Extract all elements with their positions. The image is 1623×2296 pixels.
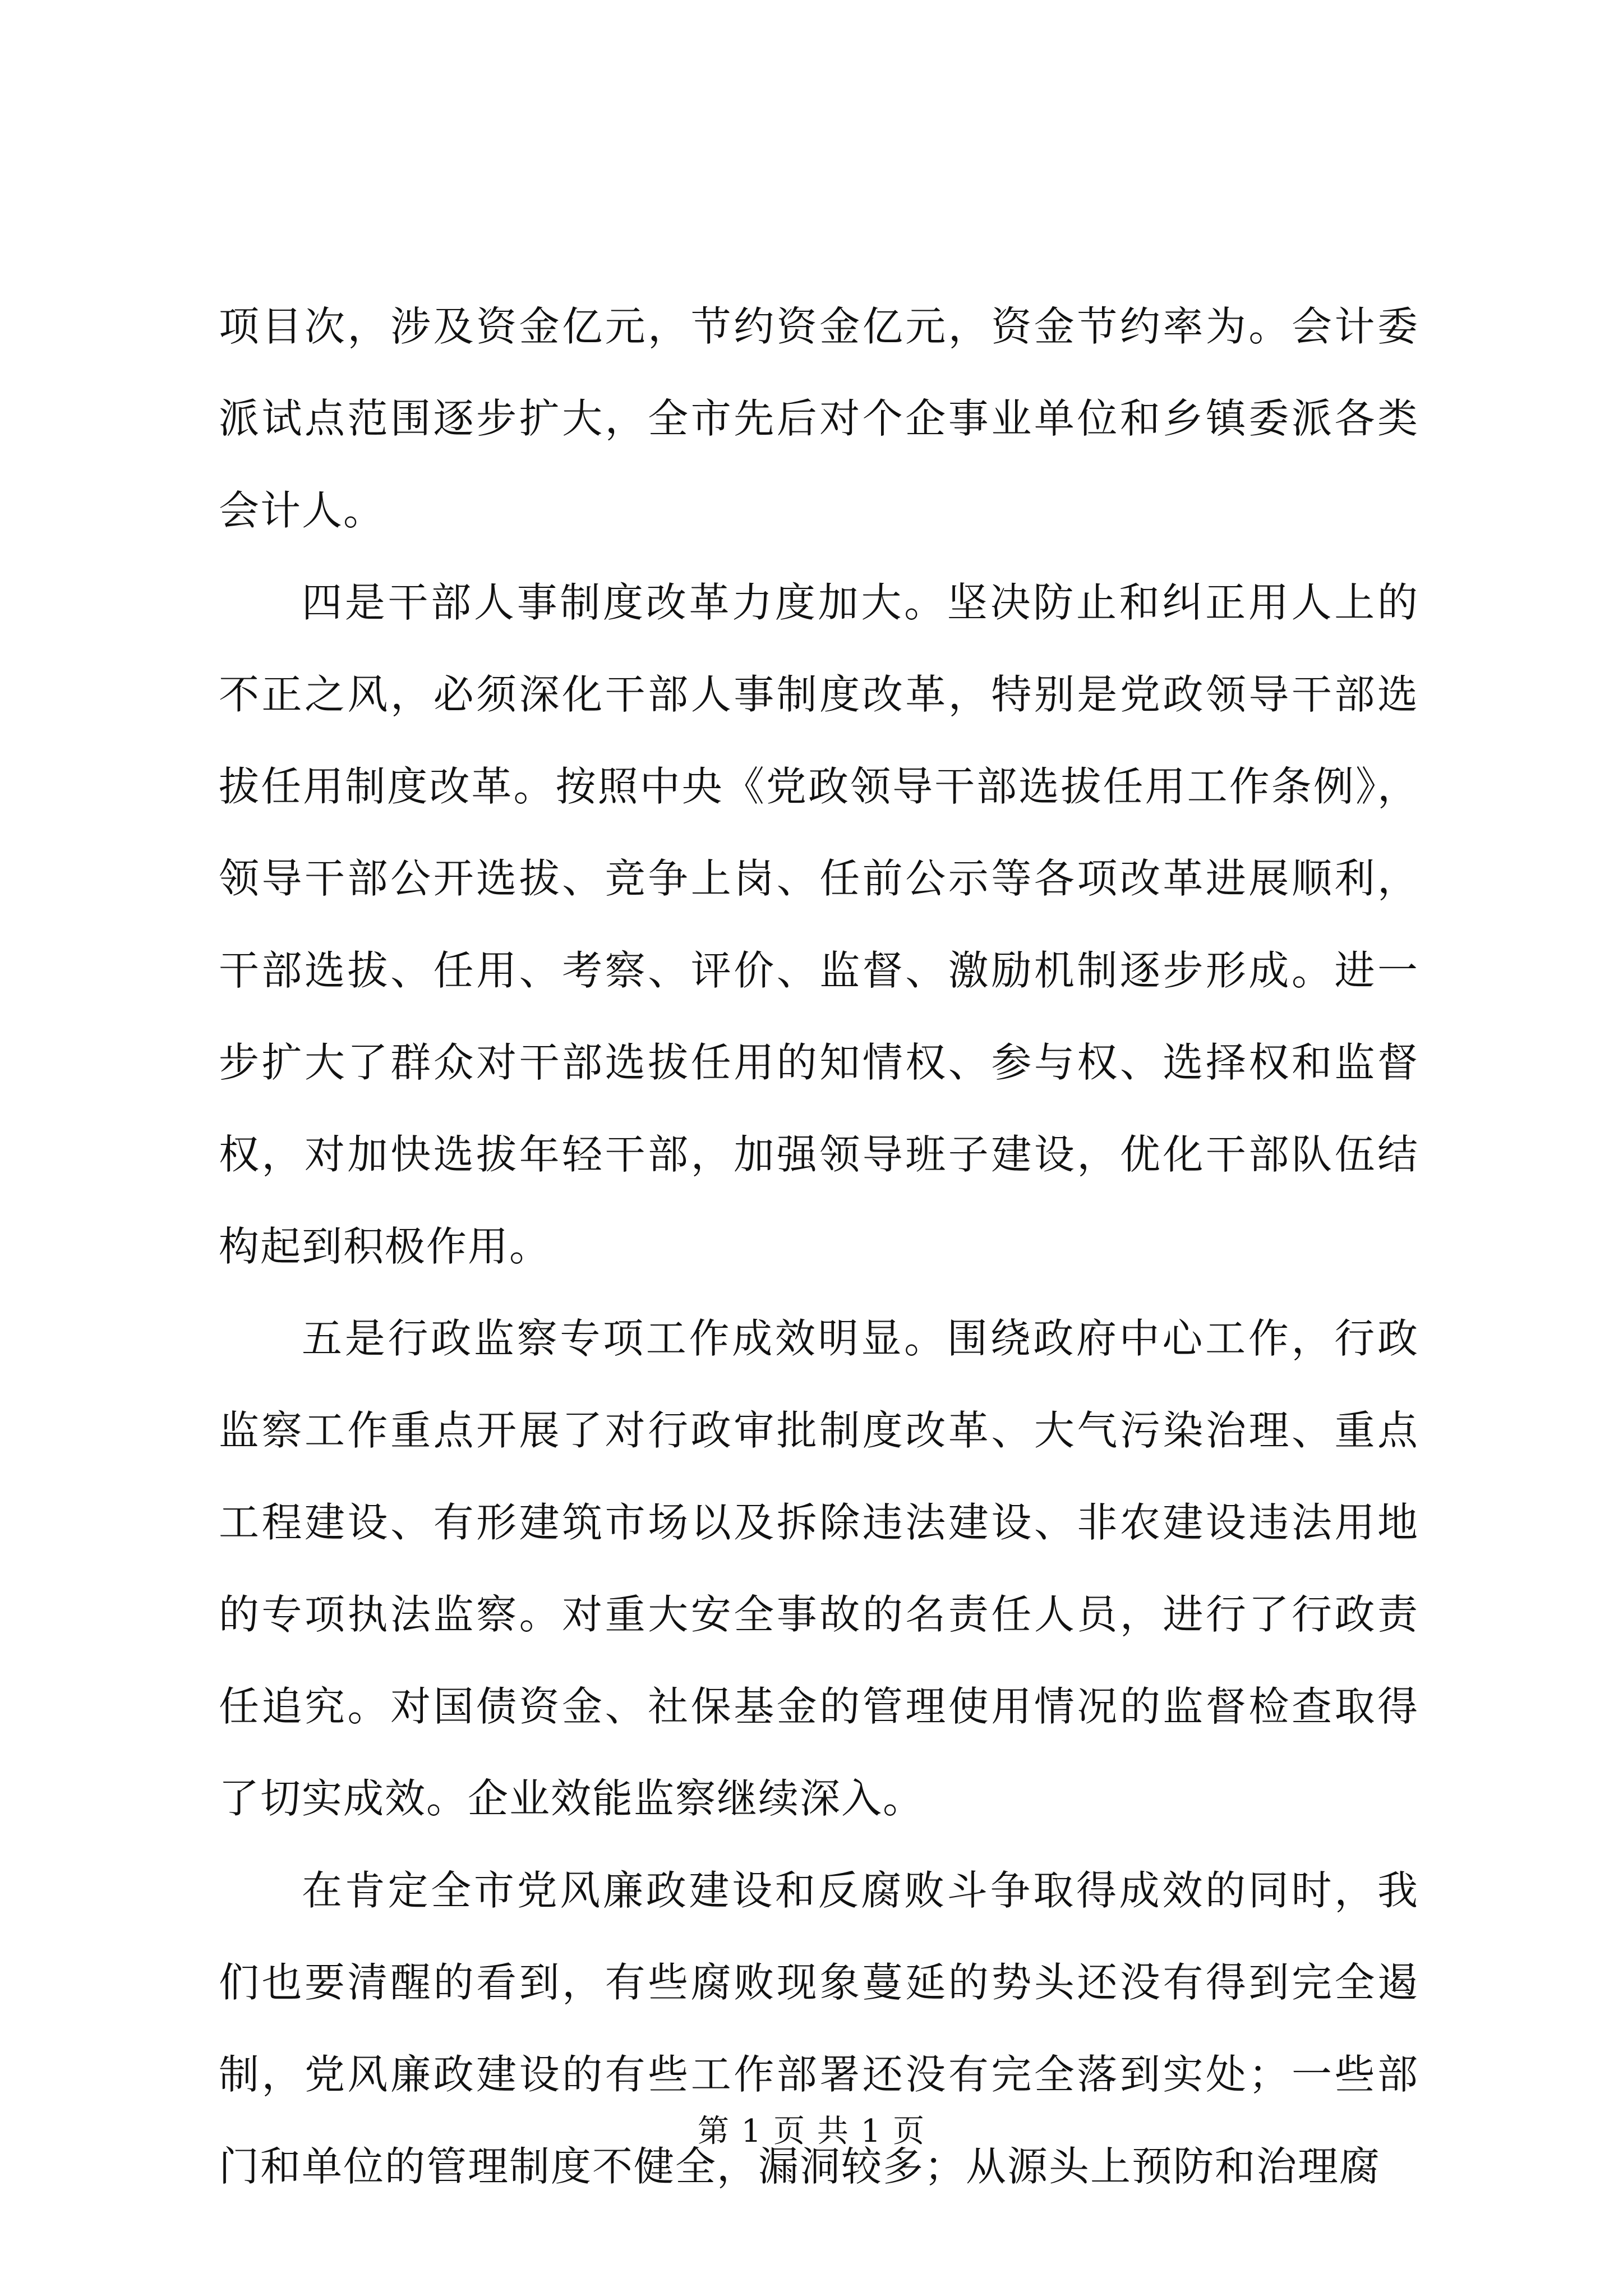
paragraph-problems: 在肯定全市党风廉政建设和反腐败斗争取得成效的同时，我们也要清醒的看到，有些腐败现象蔓延的势头还没有得到完全遏制，党风廉政建设的有些工作部署还没有完全落到实处；一些部门和单位的管理制度不健全，漏洞较多；从源头上预防和治理腐 [219, 1867, 1419, 2190]
document-body [219, 280, 1419, 2212]
paragraph-supervision: 五是行政监察专项工作成效明显。围绕政府中心工作，行政监察工作重点开展了对行政审批制度改革、大气污染治理、重点工程建设、有形建筑市场以及拆除违法建设、非农建设违法用地的专项执法监察。对重大安全事故的名责任人员，进行了行政责任追究。对国债资金、社保基金的管理使用情况的监督检查取得了切实成效。企业效能监察继续深入。 [219, 1315, 1419, 1822]
paragraph-continuation: 项目次，涉及资金亿元，节约资金亿元，资金节约率为。会计委派试点范围逐步扩大，全市先后对个企事业单位和乡镇委派各类会计人。 [219, 303, 1419, 534]
paragraph-cadre-reform: 四是干部人事制度改革力度加大。坚决防止和纠正用人上的不正之风，必须深化干部人事制度改革，特别是党政领导干部选拔任用制度改革。按照中央《党政领导干部选拔任用工作条例》，领导干部公开选拔、竞争上岗、任前公示等各项改革进展顺利，干部选拔、任用、考察、评价、监督、激励机制逐步形成。进一步扩大了群众对干部选拔任用的知情权、参与权、选择权和监督权，对加快选拔年轻干部，加强领导班子建设，优化干部队伍结构起到积极作用。 [219, 579, 1419, 1270]
page-footer: 第 1 页 共 1 页 [697, 2113, 926, 2150]
